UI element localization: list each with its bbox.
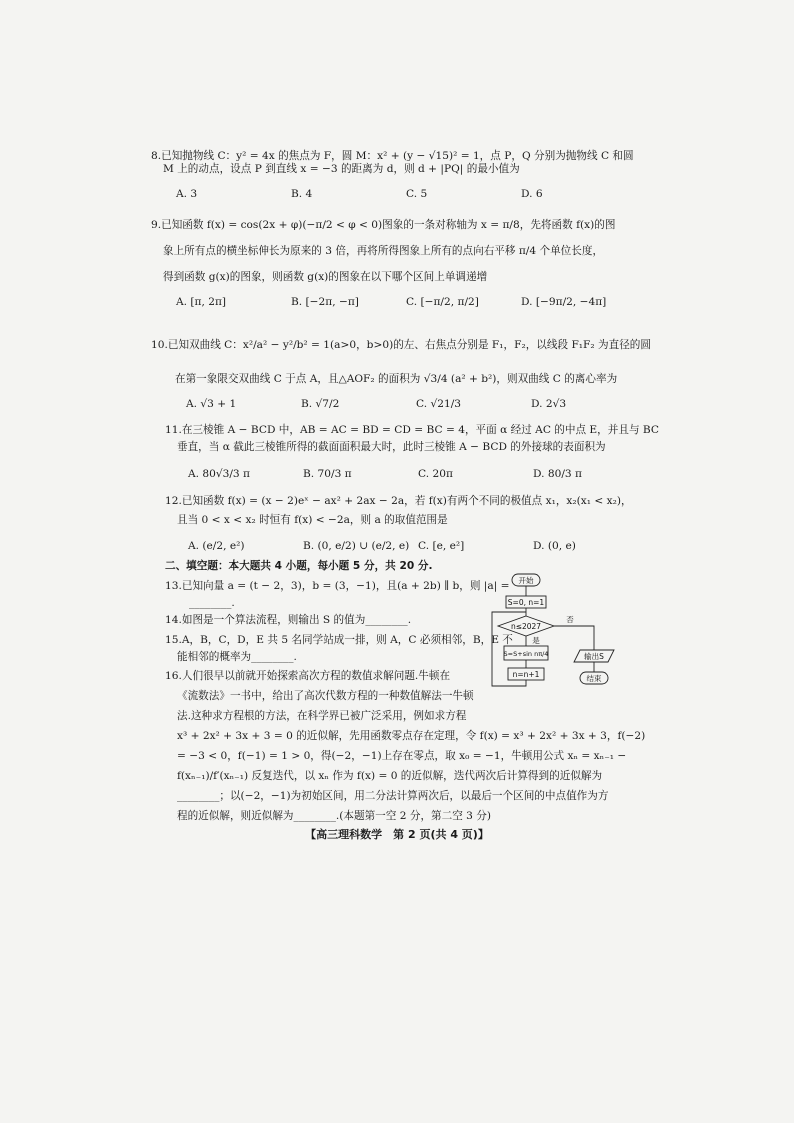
flowchart-no-label: 否 xyxy=(566,615,574,624)
q12-option-d: D. (0, e) xyxy=(533,540,576,552)
question-12 xyxy=(165,492,632,530)
q9-option-d: D. [−9π/2, −4π] xyxy=(521,296,607,308)
q16-line-5: = −3 < 0，f(−1) = 1 > 0，得(−2，−1)上存在零点，取 x₀ = −1，牛顿用公式 xₙ = xₙ₋₁ − xyxy=(177,750,627,762)
q8-line-1: 8.已知抛物线 C：y² = 4x 的焦点为 F，圆 M：x² + (y − √15)² = 1，点 P，Q 分别为抛物线 C 和圆 xyxy=(151,150,634,162)
q9-option-a: A. [π, 2π] xyxy=(176,296,227,308)
flowchart-start-label: 开始 xyxy=(518,576,534,585)
flowchart-update-s-label: S=S+sin nπ/4 xyxy=(503,650,549,658)
flowchart-init-label: S=0, n=1 xyxy=(507,598,545,607)
q12-line-1: 12.已知函数 f(x) = (x − 2)eˣ − ax² + 2ax − 2a，若 f(x)有两个不同的极值点 x₁，x₂(x₁ < x₂)， xyxy=(165,495,632,507)
q16-line-7: ________；以(−2，−1)为初始区间，用二分法计算两次后，以最后一个区间的中点值作为方 xyxy=(177,790,609,802)
flowchart-update-n-label: n=n+1 xyxy=(512,670,540,679)
q11-line-1: 11.在三棱锥 A − BCD 中，AB = AC = BD = CD = BC = 4，平面 α 经过 AC 的中点 E，并且与 BC xyxy=(165,424,659,436)
q8-option-c: C. 5 xyxy=(406,188,428,200)
q11-line-2: 垂直，当 α 截此三棱锥所得的截面面积最大时，此时三棱锥 A − BCD 的外接球的表面积为 xyxy=(177,441,606,453)
q10-options xyxy=(186,398,646,410)
q9-line-3: 得到函数 g(x)的图象，则函数 g(x)的图象在以下哪个区间上单调递增 xyxy=(163,271,488,283)
q12-option-c: C. [e, e²] xyxy=(418,540,465,552)
q14-line-1: 14.如图是一个算法流程，则输出 S 的值为________. xyxy=(165,614,412,626)
q12-options xyxy=(188,540,648,552)
q10-option-d: D. 2√3 xyxy=(531,398,567,410)
question-13 xyxy=(165,578,510,612)
q12-option-b: B. (0, e/2) ∪ (e/2, e) xyxy=(303,540,410,552)
q8-option-b: B. 4 xyxy=(291,188,313,200)
q16-line-4: x³ + 2x² + 3x + 3 = 0 的近似解，先用函数零点存在定理，令 f(x) = x³ + 2x² + 3x + 3，f(−2) xyxy=(177,730,646,742)
flowchart-end-label: 结束 xyxy=(586,674,602,683)
q15-line-2: 能相邻的概率为________. xyxy=(177,651,297,663)
q11-option-a: A. 80√3/3 π xyxy=(188,468,250,480)
q13-line-2: ________. xyxy=(189,597,235,609)
flowchart-yes-label: 是 xyxy=(532,636,540,645)
q8-line-2: M 上的动点，设点 P 到直线 x = −3 的距离为 d，则 d + |PQ| 的最小值为 xyxy=(163,163,520,175)
q10-line-2: 在第一象限交双曲线 C 于点 A，且△AOF₂ 的面积为 √3/4 (a² + b²)，则双曲线 C 的离心率为 xyxy=(175,373,618,385)
flowchart-no-branch xyxy=(554,626,594,650)
q16-line-6: f(xₙ₋₁)/f′(xₙ₋₁) 反复迭代，以 xₙ 作为 f(x) = 0 的近似解，迭代两次后计算得到的近似解为 xyxy=(177,770,603,782)
question-8 xyxy=(151,150,634,176)
q9-line-1: 9.已知函数 f(x) = cos(2x + φ)(−π/2 < φ < 0)图象的一条对称轴为 x = π/8，先将函数 f(x)的图 xyxy=(151,219,616,231)
section-2-heading xyxy=(165,560,433,573)
q8-options xyxy=(176,188,636,200)
q16-line-8: 程的近似解，则近似解为________.(本题第一空 2 分，第二空 3 分) xyxy=(177,810,492,822)
q15-line-1: 15.A，B，C，D，E 共 5 名同学站成一排，则 A，C 必须相邻，B，E 不 xyxy=(165,634,513,646)
flowchart-cond-label: n≤2027 xyxy=(510,622,542,631)
flowchart-output-label: 输出S xyxy=(584,652,604,661)
q10-line-1: 10.已知双曲线 C：x²/a² − y²/b² = 1(a>0，b>0)的左、右焦点分别是 F₁，F₂，以线段 F₁F₂ 为直径的圆 xyxy=(151,339,651,351)
q11-option-b: B. 70/3 π xyxy=(303,468,352,480)
q16-line-2: 《流数法》一书中，给出了高次代数方程的一种数值解法一牛顿 xyxy=(177,690,474,702)
q10-option-b: B. √7/2 xyxy=(301,398,340,410)
q16-line-3: 法.这种求方程根的方法，在科学界已被广泛采用，例如求方程 xyxy=(177,710,467,722)
q11-options xyxy=(188,468,648,480)
question-15 xyxy=(165,632,513,666)
algorithm-flowchart xyxy=(490,570,630,700)
q10-option-c: C. √21/3 xyxy=(416,398,462,410)
question-14 xyxy=(165,614,411,627)
q9-line-2: 象上所有点的横坐标伸长为原来的 3 倍，再将所得图象上所有的点向右平移 π/4 个单位长度， xyxy=(163,245,604,257)
q9-options xyxy=(176,296,636,308)
q12-line-2: 且当 0 < x < x₂ 时恒有 f(x) < −2a，则 a 的取值范围是 xyxy=(177,514,448,526)
flowchart-svg xyxy=(490,570,630,700)
q8-option-d: D. 6 xyxy=(521,188,543,200)
q9-option-b: B. [−2π, −π] xyxy=(291,296,359,308)
q8-option-a: A. 3 xyxy=(176,188,198,200)
q11-option-c: C. 20π xyxy=(418,468,453,480)
question-10 xyxy=(151,328,651,396)
section-2-title: 二、填空题：本大题共 4 小题，每小题 5 分，共 20 分. xyxy=(165,560,433,572)
q10-option-a: A. √3 + 1 xyxy=(186,398,237,410)
question-9 xyxy=(151,212,615,290)
q9-option-c: C. [−π/2, π/2] xyxy=(406,296,479,308)
q13-line-1: 13.已知向量 a = (t − 2，3)，b = (3，−1)，且(a + 2b) ∥ b，则 |a| = xyxy=(165,580,510,592)
q12-option-a: A. (e/2, e²) xyxy=(188,540,245,552)
q11-option-d: D. 80/3 π xyxy=(533,468,582,480)
question-11 xyxy=(165,422,659,456)
page-footer: 【高三理科数学 第 2 页(共 4 页)】 xyxy=(305,828,489,841)
q16-line-1: 16.人们很早以前就开始探索高次方程的数值求解问题.牛顿在 xyxy=(165,670,451,682)
